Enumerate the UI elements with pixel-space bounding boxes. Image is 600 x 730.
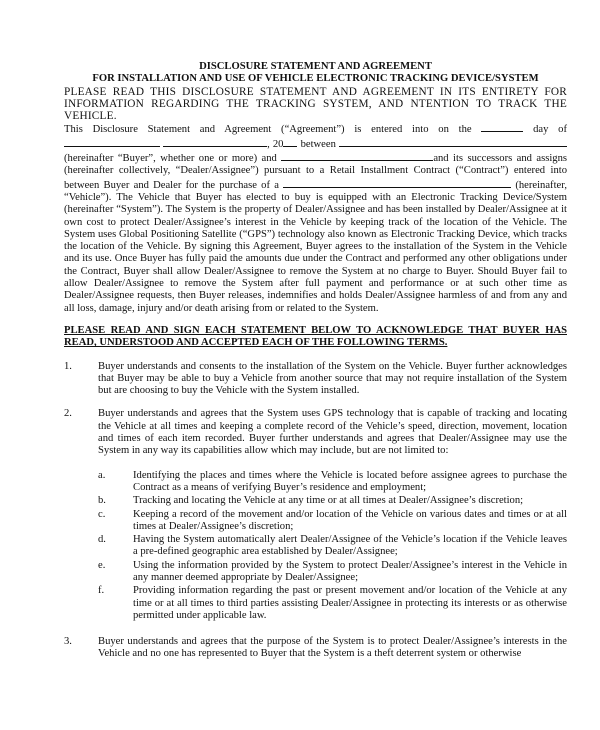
text: , 20 bbox=[267, 138, 284, 150]
text: day of bbox=[533, 124, 567, 136]
agreement-paragraph bbox=[64, 122, 567, 314]
list-item bbox=[64, 408, 567, 457]
sub-list bbox=[98, 470, 567, 623]
sub-letter: f. bbox=[98, 585, 105, 597]
document-title: DISCLOSURE STATEMENT AND AGREEMENT bbox=[199, 61, 432, 72]
item-text: Buyer understands and agrees that the System uses GPS technology that is capable of tracking and locating the Vehicle at all times and keeping a complete record of the Vehicle’s speed, direction, movement, location and times of each item recorded. Buyer further understands and agrees that Dealer/Assignee may use the System in any way its capabilities allow which may include, but are not limited to: bbox=[98, 408, 567, 457]
sub-item bbox=[98, 495, 567, 507]
item-number: 1. bbox=[64, 360, 72, 372]
sub-text: Using the information provided by the System to protect Dealer/Assignee’s interest in the Vehicle in any manner deemed appropriate by Dealer/Assignee; bbox=[133, 559, 567, 583]
text: between bbox=[300, 138, 336, 150]
text: whether one or more) and bbox=[160, 153, 277, 165]
item-text: Buyer understands and consents to the installation of the System on the Vehicle. Buyer further acknowledges that Buyer may be able to buy a Vehicle from another source that may not require installation of the System but are choosing to buy the Vehicle with the System installed. bbox=[98, 360, 567, 397]
item-number: 2. bbox=[64, 408, 72, 420]
sub-letter: a. bbox=[98, 469, 106, 481]
sub-letter: b. bbox=[98, 495, 106, 507]
sub-letter: e. bbox=[98, 559, 106, 571]
dealer-name-blank[interactable] bbox=[281, 151, 433, 161]
text: (hereinafter “Buyer”, bbox=[64, 153, 156, 165]
year-blank[interactable] bbox=[283, 137, 297, 147]
buyer-name-blank[interactable] bbox=[339, 137, 567, 147]
sub-letter: c. bbox=[98, 508, 106, 520]
sub-text: Having the System automatically alert Dealer/Assignee of the Vehicle’s location if the Vehicle leaves a pre-defined geographic area established by Dealer/Assignee; bbox=[133, 534, 567, 558]
text: and its successors and assigns (hereinafter collectively, “Dealer/Assignee”) pursuant to a Retail Installment Contract (“Contract”) entered into between Buyer and Dealer for the purchase of a bbox=[64, 153, 568, 191]
sub-item bbox=[98, 560, 567, 585]
sub-letter: d. bbox=[98, 534, 106, 546]
sub-text: Identifying the places and times where the Vehicle is located before assignee agrees to purchase the Contract as a means of verifying Buyer’s residence and employment; bbox=[133, 469, 567, 493]
month-blank[interactable] bbox=[64, 137, 160, 147]
item-number: 3. bbox=[64, 636, 72, 648]
list-item bbox=[64, 361, 567, 398]
sub-text: Tracking and locating the Vehicle at any time or at all times at Dealer/Assignee’s discretion; bbox=[133, 495, 524, 507]
sub-text: Providing information regarding the past or present movement and/or location of the Vehicle at any time or at all times to third parties assisting Dealer/Assignee in protecting its interests or as otherwise permitted under applicable law. bbox=[133, 585, 567, 621]
text: “Vehicle”). The Vehicle that Buyer has elected to buy is equipped with an Electronic Tracking Device/System (hereinafter “System”). The System is the property of Dealer/Assignee and has been installed by Dealer/Assignee at it own cost to protect Dealer/Assignee’s interest in the Vehicle by keeping track of the location of the Vehicle. The System uses Global Positioning Satellite (“GPS”) technology also known as Electronic Tracking Device, which tracks the location of the Vehicle. By signing this Agreement, Buyer agrees to the installation of the System in the Vehicle and its use. Once Buyer has fully paid the amounts due under the Contract and performed any other obligations under the Contract, Buyer shall allow Dealer/Assignee to remove the System at no charge to Buyer. Should Buyer fail to allow Dealer/Assignee to remove the System after full payment and performance or at such other time as Dealer/Assignee requests, then Buyer releases, indemnifies and holds Dealer/Assignee harmless of and from any and all loss, damage, injury and/or death arising from or related to the System. bbox=[64, 191, 567, 314]
acknowledgement-heading: PLEASE READ AND SIGN EACH STATEMENT BELOW TO ACKNOWLEDGE THAT BUYER HAS READ, UNDERSTOOD AND ACCEPTED EACH OF THE FOLLOWING TERMS. bbox=[64, 324, 567, 349]
list-item bbox=[64, 636, 567, 661]
sub-item bbox=[98, 470, 567, 495]
sub-text: Keeping a record of the movement and/or location of the Vehicle on various dates and times or at all times at Dealer/Assignee’s discretion; bbox=[133, 508, 567, 532]
sub-item bbox=[98, 534, 567, 559]
date-blank[interactable] bbox=[163, 137, 267, 147]
document-page bbox=[64, 61, 567, 661]
text: This Disclosure Statement and Agreement (“Agreement”) is entered into on the bbox=[64, 124, 472, 136]
text: (hereinafter, bbox=[515, 179, 567, 191]
day-blank[interactable] bbox=[481, 122, 523, 132]
sub-item bbox=[98, 585, 567, 622]
sub-item bbox=[98, 509, 567, 534]
intro-notice: PLEASE READ THIS DISCLOSURE STATEMENT AND AGREEMENT IN ITS ENTIRETY FOR INFORMATION REGARDING THE TRACKING SYSTEM, AND NTENTION TO TRACK THE VEHICLE. bbox=[64, 85, 567, 123]
item-text: Buyer understands and agrees that the purpose of the System is to protect Dealer/Assignee’s interests in the Vehicle and no one has represented to Buyer that the System is a theft deterrent system or otherwise bbox=[98, 636, 567, 660]
vehicle-blank[interactable] bbox=[283, 178, 511, 188]
document-subtitle: FOR INSTALLATION AND USE OF VEHICLE ELECTRONIC TRACKING DEVICE/SYSTEM bbox=[92, 73, 539, 85]
